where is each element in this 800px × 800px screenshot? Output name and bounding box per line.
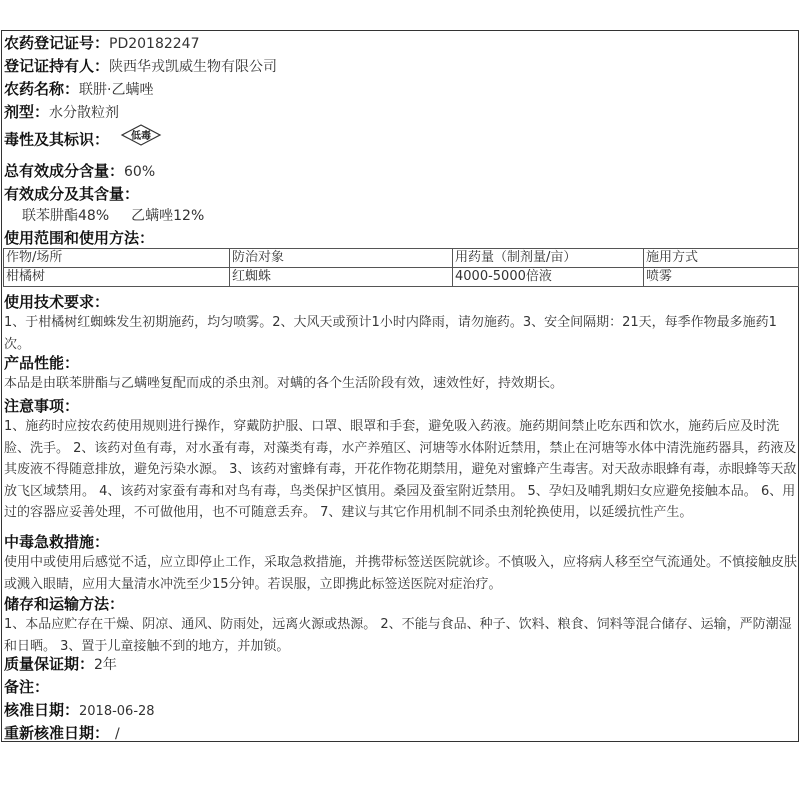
toxicity-row (4, 125, 162, 155)
precautions-label: 注意事项： (4, 397, 80, 415)
first-aid-heading-row (4, 531, 109, 553)
ingredients-label: 有效成分及其含量： (4, 185, 140, 203)
usage-label: 使用范围和使用方法： (4, 229, 155, 247)
table-cell: 柑橘树 (4, 268, 230, 287)
total-content-value: 60% (124, 164, 156, 180)
storage-text: 1、本品应贮存在干燥、阴凉、通风、防雨处，远离火源或热源。 2、不能与食品、种子、饮料、粮食、饲料等混合储存、运输，严防潮湿和日晒。 3、置于儿童接触不到的地方，并加锁。 (4, 617, 792, 654)
precautions-text: 1、施药时应按农药使用规则进行操作，穿戴防护服、口罩、眼罩和手套，避免吸入药液。施药期间禁止吃东西和饮水，施药后应及时洗脸、洗手。 2、该药对鱼有毒，对水蚤有毒，对藻类有毒，水产养殖区、河塘等水体附近禁用，禁止在河塘等水体中清洗施药器具，药液及其废液不得随意排放，避免污染水源。 3、该药对蜜蜂有毒，开花作物花期禁用，避免对蜜蜂产生毒害。对天敌赤眼蜂有毒，赤眼蜂等天敌放飞区域禁用。 4、该药对家蚕有毒和对鸟有毒，鸟类保护区慎用。桑园及蚕室附近禁用。 5、孕妇及哺乳期妇女应避免接触本品。 6、用过的容器应妥善处理，不可做他用，也不可随意丢弃。 7、建议与其它作用机制不同杀虫剂轮换使用，以延缓抗性产生。 (4, 419, 797, 520)
approval-date-row (4, 699, 155, 723)
total-content-label: 总有效成分含量： (4, 162, 125, 180)
table-cell: 喷雾 (644, 268, 799, 287)
total-content-row (4, 160, 155, 183)
shelf-life-row (4, 653, 117, 676)
holder-label: 登记证持有人： (4, 57, 110, 75)
ingredient-item: 联苯肼酯48% (22, 208, 110, 224)
approval-date-label: 核准日期： (4, 701, 80, 719)
shelf-life-label: 质量保证期： (4, 655, 95, 673)
precautions-heading-row (4, 395, 79, 417)
technique-heading-row (4, 291, 109, 313)
formulation-value: 水分散粒剂 (49, 105, 120, 121)
reapproval-date-row (4, 722, 120, 745)
performance-label: 产品性能： (4, 354, 80, 372)
table-header-row (4, 249, 799, 268)
pesticide-name-value: 联肼·乙螨唑 (79, 82, 154, 98)
performance-text: 本品是由联苯肼酯与乙螨唑复配而成的杀虫剂。对螨的各个生活阶段有效，速效性好，持效期长。 (4, 376, 564, 391)
remarks-label: 备注： (4, 678, 50, 696)
toxicity-badge-text: 低毒 (131, 131, 152, 142)
technique-text: 1、于柑橘树红蜘蛛发生初期施药，均匀喷雾。2、大风天或预计1小时内降雨，请勿施药。3、安全间隔期：21天，每季作物最多施药1次。 (4, 315, 777, 352)
registration-label: 农药登记证号： (4, 34, 110, 52)
table-row (4, 268, 799, 287)
shelf-life-value: 2年 (94, 657, 117, 673)
registration-row (4, 32, 200, 55)
technique-label: 使用技术要求： (4, 293, 110, 311)
toxicity-label: 毒性及其标识： (4, 130, 110, 149)
table-cell: 4000-5000倍液 (453, 268, 644, 287)
table-header-cell: 防治对象 (230, 249, 453, 268)
table-header-cell: 施用方式 (644, 249, 799, 268)
storage-heading-row (4, 593, 124, 615)
pesticide-label-document (1, 30, 799, 742)
storage-label: 储存和运输方法： (4, 595, 125, 613)
usage-row (4, 227, 154, 249)
pesticide-name-label: 农药名称： (4, 80, 80, 98)
formulation-label: 剂型： (4, 103, 50, 121)
formulation-row (4, 101, 119, 124)
ingredients-row (4, 183, 139, 205)
ingredient-item: 乙螨唑12% (131, 208, 205, 224)
holder-row (4, 55, 277, 78)
pesticide-name-row (4, 78, 153, 101)
low-toxicity-icon (120, 123, 162, 153)
holder-value: 陕西华戎凯威生物有限公司 (109, 59, 278, 75)
reapproval-date-value: / (115, 726, 120, 742)
reapproval-date-label: 重新核准日期： (4, 724, 110, 742)
usage-table (3, 248, 799, 287)
ingredients-list (22, 204, 204, 227)
approval-date-value: 2018-06-28 (79, 704, 155, 719)
remarks-row (4, 676, 49, 699)
table-cell: 红蜘蛛 (230, 268, 453, 287)
table-header-cell: 作物/场所 (4, 249, 230, 268)
registration-number: PD20182247 (109, 36, 200, 52)
first-aid-text: 使用中或使用后感觉不适，应立即停止工作，采取急救措施，并携带标签送医院就诊。不慎吸入，应将病人移至空气流通处。不慎接触皮肤或溅入眼睛，应用大量清水冲洗至少15分钟。若误服，立即携此标签送医院对症治疗。 (4, 555, 798, 592)
first-aid-label: 中毒急救措施： (4, 533, 110, 551)
performance-heading-row (4, 352, 79, 374)
table-header-cell: 用药量（制剂量/亩） (453, 249, 644, 268)
